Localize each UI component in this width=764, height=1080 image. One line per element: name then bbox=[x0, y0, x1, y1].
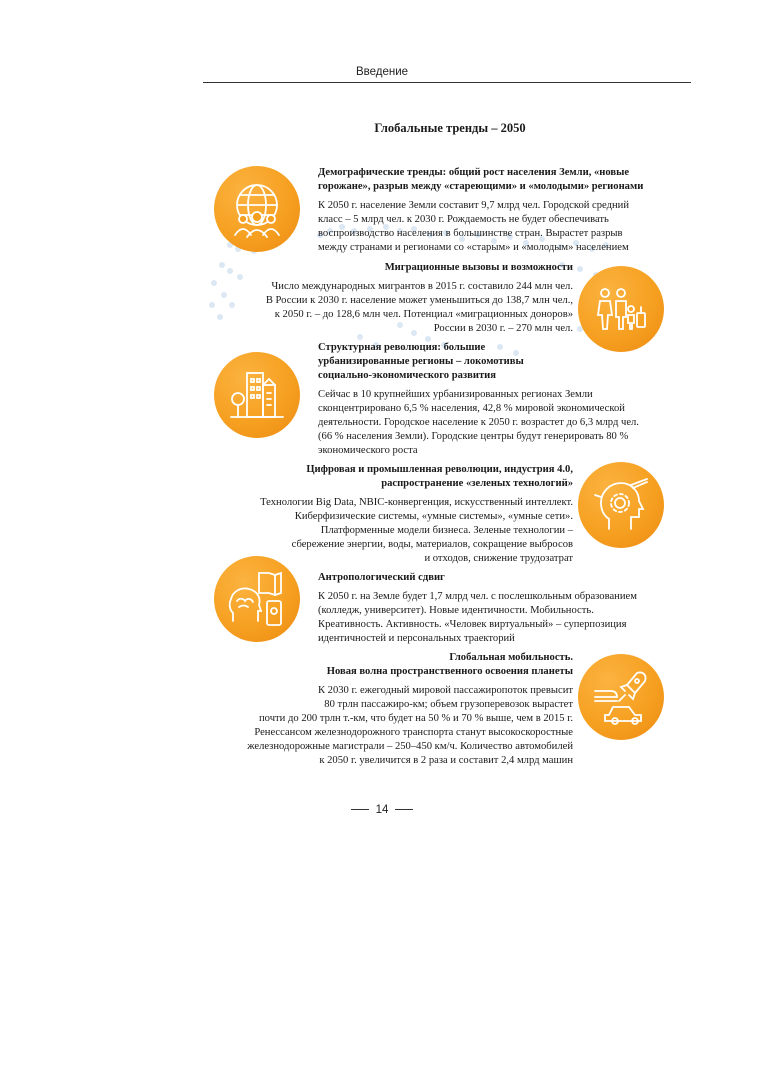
section-digital bbox=[180, 463, 573, 566]
footer-dash-right bbox=[395, 809, 413, 810]
section-anthropological-body: К 2050 г. на Земле будет 1,7 млрд чел. с послешкольным образованием (колледж, университет). Новые идентичности. Мобильность. Креативность. Активность. «Человек виртуальный» – суперпозиция идентичностей и персональных траекторий bbox=[318, 591, 637, 644]
section-urbanization bbox=[318, 341, 698, 458]
family-luggage-icon bbox=[578, 266, 664, 352]
section-demographics-body: К 2050 г. население Земли составит 9,7 млрд чел. Городской средний класс – 5 млрд чел. к 2030 г. Рождаемость не будет обеспечивать воспроизводство населения в большинстве стран. Вырастет разрыв между странами и регионами со «старым» и «молодым» населением bbox=[318, 200, 630, 253]
header-rule bbox=[203, 82, 691, 83]
section-migration bbox=[200, 261, 573, 336]
section-urbanization-body: Сейчас в 10 крупнейших урбанизированных регионах Земли сконцентрировано 6,5 % населения, 42,8 % мировой экономической деятельности. Городское население к 2050 г. возрастет до 6,3 млрд чел. (66 % населения Земли). Городские центры будут генерировать 80 % экономического роста bbox=[318, 389, 639, 456]
running-header-title: Введение bbox=[355, 66, 409, 78]
footer-dash-left bbox=[351, 809, 369, 810]
rocket-train-car-icon bbox=[578, 654, 664, 740]
section-anthropological bbox=[318, 571, 698, 646]
section-mobility-heading: Глобальная мобильность. Новая волна пространственного освоения планеты bbox=[326, 652, 573, 677]
brain-book-phone-icon bbox=[214, 556, 300, 642]
section-digital-heading: Цифровая и промышленная революции, индустрия 4.0, распространение «зеленых технологий» bbox=[306, 464, 573, 489]
page-title: Глобальные тренды – 2050 bbox=[374, 121, 526, 135]
section-mobility bbox=[200, 651, 573, 768]
section-urbanization-heading: Структурная революция: большие урбанизированные регионы – локомотивы социально-экономического развития bbox=[318, 342, 524, 381]
page-footer bbox=[0, 804, 764, 816]
section-migration-body: Число международных мигрантов в 2015 г. составило 244 млн чел. В России к 2030 г. население может уменьшиться до 138,7 млн чел., к 2050 г. – до 128,6 млн чел. Потенциал «миграционных доноров» России в 2030 г. – 270 млн чел. bbox=[265, 281, 573, 334]
section-digital-body: Технологии Big Data, NBIC-конвергенция, искусственный интеллект. Киберфизические системы, «умные системы», «умные сети». Платформенные модели бизнеса. Зеленые технологии – сбережение энергии, воды, материалов, сокращение выбросов и отходов, снижение трудозатрат bbox=[260, 497, 573, 564]
page-number: 14 bbox=[375, 804, 389, 816]
section-anthropological-heading: Антропологический сдвиг bbox=[318, 572, 445, 583]
globe-people-icon bbox=[214, 166, 300, 252]
head-gear-pencil-icon bbox=[578, 462, 664, 548]
section-demographics-heading: Демографические тренды: общий рост населения Земли, «новые горожане», разрыв между «стареющими» и «молодыми» регионами bbox=[318, 167, 644, 192]
section-demographics bbox=[318, 166, 698, 255]
city-buildings-icon bbox=[214, 352, 300, 438]
section-migration-heading: Миграционные вызовы и возможности bbox=[384, 262, 573, 273]
section-mobility-body: К 2030 г. ежегодный мировой пассажиропоток превысит 80 трлн пассажиро-км; объем грузоперевозок вырастет почти до 200 трлн т.-км, что будет на 50 % и 70 % выше, чем в 2015 г. Ренессансом железнодорожного транспорта станут высокоскоростные железнодорожные магистрали – 250–450 км/ч. Количество автомобилей к 2050 г. увеличится в 2 раза и составит 2,4 млрд машин bbox=[247, 685, 573, 766]
